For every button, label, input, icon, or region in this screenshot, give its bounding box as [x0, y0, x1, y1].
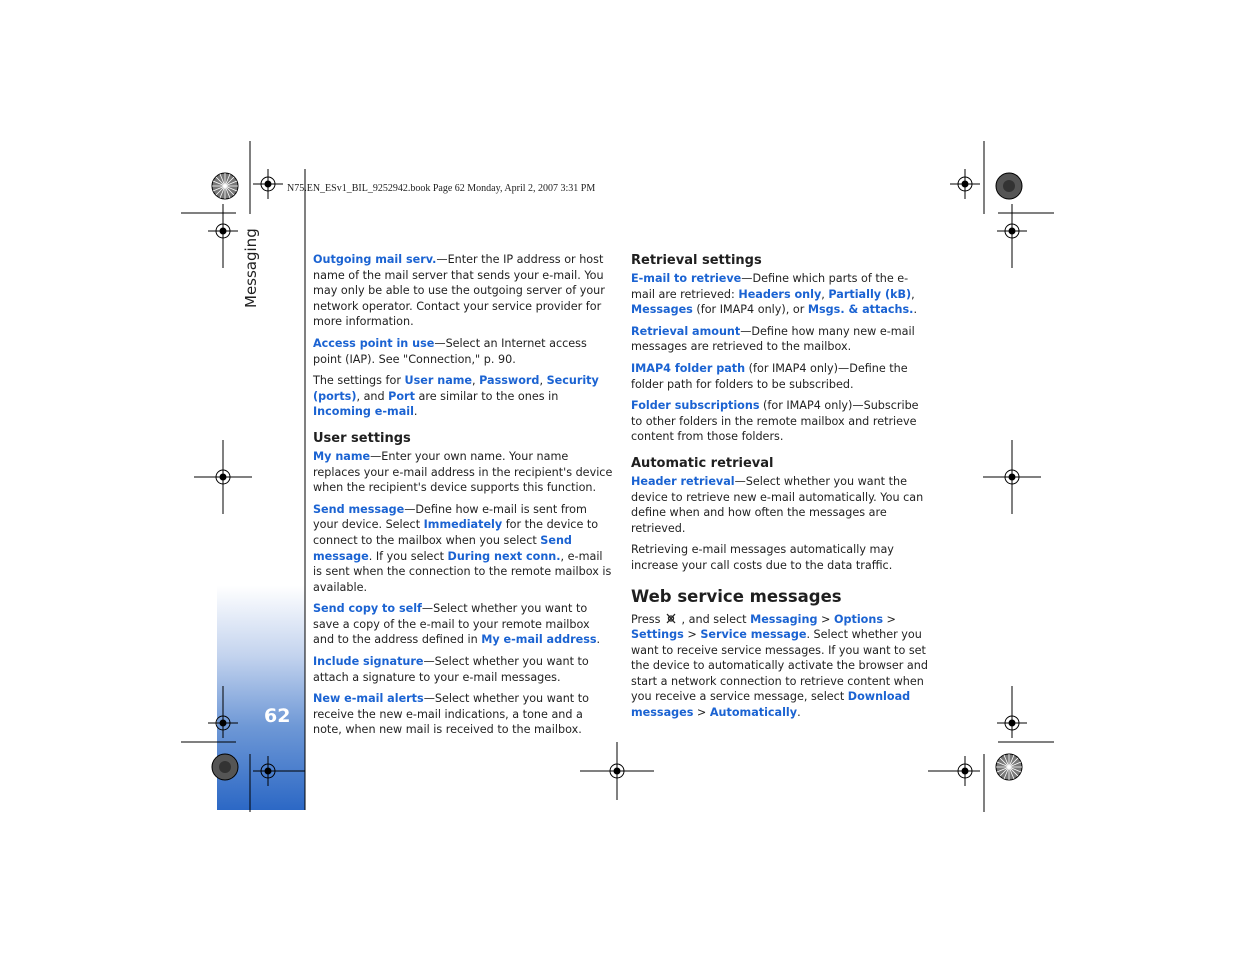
- port-link[interactable]: Port: [388, 389, 415, 403]
- my-name-link[interactable]: My name: [313, 449, 371, 463]
- access-point-paragraph: Access point in use—Select an Internet access point (IAP). See "Connection," p. 90.: [313, 336, 587, 366]
- imap4-folder-path-link[interactable]: IMAP4 folder path: [631, 361, 746, 375]
- user-settings-heading: User settings: [313, 430, 411, 446]
- header-retrieval-paragraph: Header retrieval—Select whether you want the device to retrieve new e-mail automatically. You can define when and how often the messages are retrieved.: [631, 474, 924, 535]
- register-mark-5: [208, 462, 238, 492]
- register-mark-9: [253, 756, 283, 786]
- starburst-mark-2: [995, 172, 1023, 200]
- section-label: Messaging: [242, 228, 260, 308]
- register-mark-2: [950, 169, 980, 199]
- print-header: N75.EN_ESv1_BIL_9252942.book Page 62 Monday, April 2, 2007 3:31 PM: [287, 183, 596, 194]
- register-mark-6: [997, 462, 1027, 492]
- left-column: [313, 252, 613, 744]
- email-to-retrieve-link[interactable]: E-mail to retrieve: [631, 272, 742, 285]
- include-signature-link[interactable]: Include signature: [313, 655, 424, 669]
- register-mark-10: [602, 756, 632, 786]
- register-mark-4: [997, 216, 1027, 246]
- imap4-folder-path-paragraph: IMAP4 folder path (for IMAP4 only)—Define the folder path for folders to be subscribed.: [631, 361, 908, 391]
- web-service-messages-heading: Web service messages: [631, 586, 842, 606]
- retrieval-settings-heading: Retrieval settings: [631, 253, 762, 268]
- send-message-link-2[interactable]: Send message: [313, 533, 572, 563]
- retrieval-amount-link[interactable]: Retrieval amount: [631, 324, 741, 338]
- send-message-link[interactable]: Send message: [313, 502, 405, 516]
- outgoing-mail-paragraph: Outgoing mail serv.—Enter the IP address or host name of the mail server that sends your e-mail. You may only be able to use the outgoing server of your network operator. Contact your service provider for more information.: [313, 253, 605, 329]
- menu-key-icon: [664, 612, 678, 625]
- options-link[interactable]: Options: [833, 612, 883, 626]
- partially-link[interactable]: Partially (kB): [828, 287, 912, 301]
- send-copy-paragraph: Send copy to self—Select whether you want to save a copy of the e-mail to your remote mailbox and to the address defined in My e-mail address.: [313, 602, 601, 647]
- download-messages-link[interactable]: Download messages: [631, 690, 911, 720]
- my-email-address-link[interactable]: My e-mail address: [481, 633, 597, 647]
- messages-link[interactable]: Messages: [631, 303, 693, 317]
- register-mark-7: [208, 708, 238, 738]
- register-mark-11: [950, 756, 980, 786]
- starburst-mark-3: [211, 753, 239, 781]
- new-email-alerts-link[interactable]: New e-mail alerts: [313, 692, 424, 706]
- call-costs-paragraph: Retrieving e-mail messages automatically may increase your call costs due to the data traffic.: [631, 543, 894, 572]
- outgoing-mail-link[interactable]: Outgoing mail serv.: [313, 253, 437, 266]
- include-signature-paragraph: Include signature—Select whether you want to attach a signature to your e-mail messages.: [313, 655, 589, 684]
- send-copy-link[interactable]: Send copy to self: [313, 602, 422, 616]
- automatically-link[interactable]: Automatically: [709, 706, 798, 720]
- password-link[interactable]: Password: [479, 374, 540, 388]
- starburst-mark-1: [211, 172, 239, 200]
- page-number: 62: [264, 705, 291, 727]
- register-mark-3: [208, 216, 238, 246]
- email-to-retrieve-paragraph: E-mail to retrieve—Define which parts of the e-mail are retrieved: Headers only, Partially (kB), Messages (for IMAP4 only), or Msgs. & attachs..: [631, 272, 917, 317]
- my-name-paragraph: My name—Enter your own name. Your name replaces your e-mail address in the recipient's device when the recipient's device supports this function.: [313, 449, 613, 495]
- msgs-attachs-link[interactable]: Msgs. & attachs.: [807, 303, 914, 317]
- security-ports-link[interactable]: Security (ports): [313, 374, 599, 403]
- header-retrieval-link[interactable]: Header retrieval: [631, 474, 735, 488]
- settings-similar-paragraph: The settings for User name, Password, Security (ports), and Port are similar to the ones in Incoming e-mail.: [313, 374, 599, 419]
- folder-subscriptions-paragraph: Folder subscriptions (for IMAP4 only)—Subscribe to other folders in the remote mailbox and retrieve content from those folders.: [631, 399, 919, 444]
- starburst-mark-4: [995, 753, 1023, 781]
- register-mark-8: [997, 708, 1027, 738]
- headers-only-link[interactable]: Headers only: [738, 287, 822, 301]
- service-message-link[interactable]: Service message: [700, 628, 807, 642]
- folder-subscriptions-link[interactable]: Folder subscriptions: [631, 399, 760, 413]
- messaging-link[interactable]: Messaging: [750, 612, 818, 626]
- service-message-paragraph: Press , and select Messaging > Options > Settings > Service message. Select whether you want to receive service messages. If you want to set the device to automatically activate the browser and start a network connection to retrieve content when you receive a service message, select Download messages > Automatically.: [631, 612, 928, 720]
- incoming-email-link[interactable]: Incoming e-mail: [313, 405, 414, 419]
- send-message-paragraph: Send message—Define how e-mail is sent from your device. Select Immediately for the device to connect to the mailbox when you select Send message. If you select During next conn., e-mail is sent when the connection to the remote mailbox is available.: [313, 502, 612, 594]
- right-column: [631, 252, 931, 727]
- register-mark-1: [253, 169, 283, 199]
- access-point-link[interactable]: Access point in use: [313, 336, 435, 350]
- settings-link[interactable]: Settings: [631, 628, 684, 642]
- retrieval-amount-paragraph: Retrieval amount—Define how many new e-mail messages are retrieved to the mailbox.: [631, 324, 915, 354]
- user-name-link[interactable]: User name: [404, 374, 472, 388]
- new-email-alerts-paragraph: New e-mail alerts—Select whether you want to receive the new e-mail indications, a tone and a note, when new mail is received to the mailbox.: [313, 692, 589, 737]
- automatic-retrieval-heading: Automatic retrieval: [631, 455, 774, 471]
- immediately-link[interactable]: Immediately: [423, 518, 503, 532]
- during-next-conn-link[interactable]: During next conn.: [447, 549, 561, 563]
